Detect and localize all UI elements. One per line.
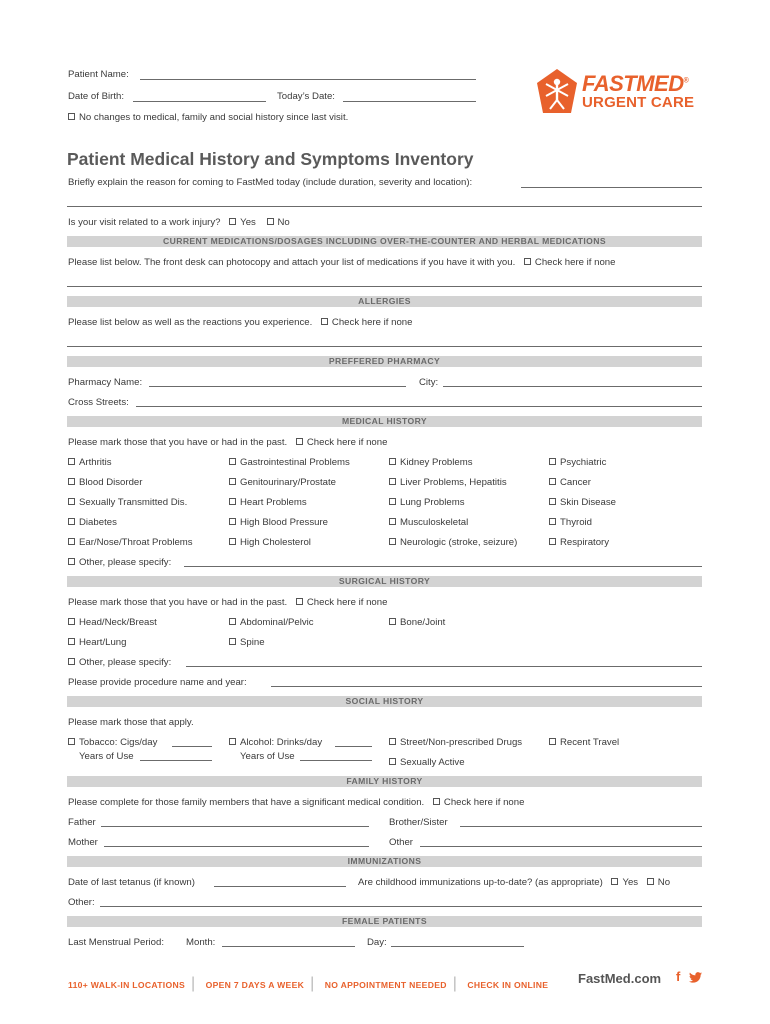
checkbox[interactable]: [68, 538, 75, 545]
family-check-none[interactable]: Check here if none: [433, 797, 525, 808]
medical-condition-option[interactable]: Lung Problems: [389, 497, 465, 508]
checkbox[interactable]: [229, 738, 236, 745]
checkbox[interactable]: [229, 618, 236, 625]
checkbox[interactable]: [229, 638, 236, 645]
checkbox[interactable]: [229, 458, 236, 465]
checkbox[interactable]: [549, 738, 556, 745]
section-header-immunizations: IMMUNIZATIONS: [67, 856, 702, 867]
medical-condition-option[interactable]: Skin Disease: [549, 497, 616, 508]
allergies-instructions: Please list below as well as the reactions you experience. Check here if none: [68, 317, 413, 328]
reason-label: Briefly explain the reason for coming to FastMed today (include duration, severity and location):: [68, 177, 473, 188]
checkbox[interactable]: [389, 518, 396, 525]
medical-condition-option[interactable]: Heart Problems: [229, 497, 307, 508]
allergies-check-none[interactable]: Check here if none: [321, 317, 413, 328]
sibling-field[interactable]: [460, 826, 702, 827]
checkbox[interactable]: [68, 458, 75, 465]
checkbox[interactable]: [296, 438, 303, 445]
medical-condition-option[interactable]: Blood Disorder: [68, 477, 142, 488]
immunizations-other-field[interactable]: [100, 906, 702, 907]
patient-name-label: Patient Name:: [68, 69, 129, 80]
family-instructions: Please complete for those family members that have a significant medical condition. Check here if none: [68, 797, 525, 808]
childhood-immunizations-question: Are childhood immunizations up-to-date? (as appropriate) Yes No: [358, 877, 671, 888]
medical-condition-option[interactable]: Sexually Transmitted Dis.: [68, 497, 187, 508]
checkbox[interactable]: [68, 618, 75, 625]
work-injury-no[interactable]: No: [267, 217, 290, 228]
checkbox[interactable]: [549, 518, 556, 525]
medical-other-field[interactable]: [184, 566, 702, 567]
checkbox[interactable]: [68, 518, 75, 525]
checkbox[interactable]: [68, 658, 75, 665]
medical-check-none[interactable]: Check here if none: [296, 437, 388, 448]
alcohol-drinks-field[interactable]: [335, 746, 372, 747]
medical-condition-option[interactable]: Gastrointestinal Problems: [229, 457, 350, 468]
medical-condition-option[interactable]: Respiratory: [549, 537, 609, 548]
city-field[interactable]: [443, 386, 702, 387]
checkbox[interactable]: [647, 878, 654, 885]
twitter-icon[interactable]: [689, 972, 702, 983]
childhood-yes[interactable]: Yes: [611, 877, 638, 888]
checkbox[interactable]: [68, 113, 75, 120]
alcohol-years-label: Years of Use: [240, 751, 295, 762]
procedure-field[interactable]: [271, 686, 702, 687]
checkbox[interactable]: [229, 218, 236, 225]
checkbox[interactable]: [611, 878, 618, 885]
checkbox[interactable]: [229, 498, 236, 505]
footer-bar: 110+ WALK-IN LOCATIONS | OPEN 7 DAYS A WEEK | NO APPOINTMENT NEEDED | CHECK IN ONLINE: [68, 975, 549, 992]
cross-streets-field[interactable]: [136, 406, 702, 407]
dob-field[interactable]: [133, 101, 266, 102]
lmp-label: Last Menstrual Period:: [68, 937, 164, 948]
checkbox[interactable]: [524, 258, 531, 265]
medical-condition-option[interactable]: Psychiatric: [549, 457, 606, 468]
surgical-area-option[interactable]: Bone/Joint: [389, 617, 445, 628]
checkbox[interactable]: [68, 498, 75, 505]
surgical-check-none[interactable]: Check here if none: [296, 597, 388, 608]
checkbox[interactable]: [549, 478, 556, 485]
surgical-area-option[interactable]: Spine: [229, 637, 265, 648]
surgical-other[interactable]: Other, please specify:: [68, 657, 171, 668]
tobacco-years-field[interactable]: [140, 760, 212, 761]
city-label: City:: [419, 377, 439, 388]
tobacco-years-label: Years of Use: [79, 751, 134, 762]
month-field[interactable]: [222, 946, 355, 947]
family-other-field[interactable]: [420, 846, 702, 847]
fastmed-logo: [537, 69, 707, 115]
dob-label: Date of Birth:: [68, 91, 124, 102]
footer-no-appointment: NO APPOINTMENT NEEDED: [324, 980, 447, 990]
alcohol-option[interactable]: Alcohol: Drinks/day: [229, 737, 322, 748]
checkbox[interactable]: [433, 798, 440, 805]
footer-website[interactable]: FastMed.com: [578, 971, 662, 986]
checkbox[interactable]: [389, 538, 396, 545]
mother-field[interactable]: [104, 846, 369, 847]
sibling-label: Brother/Sister: [389, 817, 448, 828]
logo-fast-text: FASTMED®: [582, 71, 689, 96]
medical-other[interactable]: Other, please specify:: [68, 557, 171, 568]
checkbox[interactable]: [549, 538, 556, 545]
logo-urgent-text: URGENT CARE: [582, 94, 695, 111]
checkbox[interactable]: [549, 498, 556, 505]
section-header-female-patients: FEMALE PATIENTS: [67, 916, 702, 927]
section-header-family-history: FAMILY HISTORY: [67, 776, 702, 787]
checkbox[interactable]: [229, 478, 236, 485]
medical-condition-option[interactable]: Diabetes: [68, 517, 117, 528]
logo-mark-icon: [537, 69, 577, 113]
today-date-field[interactable]: [343, 101, 476, 102]
checkbox[interactable]: [321, 318, 328, 325]
checkbox[interactable]: [267, 218, 274, 225]
procedure-label: Please provide procedure name and year:: [68, 677, 247, 688]
medical-condition-option[interactable]: Thyroid: [549, 517, 592, 528]
allergies-field[interactable]: [67, 346, 702, 347]
medical-condition-option[interactable]: High Cholesterol: [229, 537, 311, 548]
checkbox[interactable]: [389, 758, 396, 765]
medical-instructions: Please mark those that you have or had in the past. Check here if none: [68, 437, 388, 448]
today-date-label: Today’s Date:: [277, 91, 335, 102]
meds-field[interactable]: [67, 286, 702, 287]
reason-field[interactable]: [521, 187, 702, 188]
father-field[interactable]: [101, 826, 369, 827]
section-header-medications: CURRENT MEDICATIONS/DOSAGES INCLUDING OVER-THE-COUNTER AND HERBAL MEDICATIONS: [67, 236, 702, 247]
surgical-other-field[interactable]: [186, 666, 702, 667]
social-instructions: Please mark those that apply.: [68, 717, 194, 728]
tetanus-field[interactable]: [214, 886, 346, 887]
checkbox[interactable]: [389, 618, 396, 625]
footer-locations: 110+ WALK-IN LOCATIONS: [68, 980, 185, 990]
checkbox[interactable]: [68, 638, 75, 645]
day-label: Day:: [367, 937, 387, 948]
checkbox[interactable]: [296, 598, 303, 605]
medical-condition-option[interactable]: Musculoskeletal: [389, 517, 468, 528]
immunizations-other-label: Other:: [68, 897, 95, 908]
childhood-no[interactable]: No: [647, 877, 670, 888]
tetanus-label: Date of last tetanus (if known): [68, 877, 195, 888]
travel-option[interactable]: Recent Travel: [549, 737, 619, 748]
drugs-option[interactable]: Street/Non-prescribed Drugs: [389, 737, 522, 748]
checkbox[interactable]: [389, 478, 396, 485]
page-title: Patient Medical History and Symptoms Inventory: [67, 149, 474, 169]
mother-label: Mother: [68, 837, 98, 848]
section-header-allergies: ALLERGIES: [67, 296, 702, 307]
medical-condition-option[interactable]: Neurologic (stroke, seizure): [389, 537, 517, 548]
alcohol-years-field[interactable]: [300, 760, 372, 761]
section-header-medical-history: MEDICAL HISTORY: [67, 416, 702, 427]
medical-condition-option[interactable]: Arthritis: [68, 457, 112, 468]
surgical-area-option[interactable]: Heart/Lung: [68, 637, 126, 648]
checkbox[interactable]: [229, 538, 236, 545]
checkbox[interactable]: [389, 498, 396, 505]
checkbox[interactable]: [68, 738, 75, 745]
checkbox[interactable]: [68, 478, 75, 485]
month-label: Month:: [186, 937, 216, 948]
surgical-instructions: Please mark those that you have or had in the past. Check here if none: [68, 597, 388, 608]
cross-streets-label: Cross Streets:: [68, 397, 129, 408]
meds-instructions: Please list below. The front desk can photocopy and attach your list of medications if you have it with you. Check here if none: [68, 257, 616, 268]
medical-condition-option[interactable]: Kidney Problems: [389, 457, 473, 468]
section-header-social-history: SOCIAL HISTORY: [67, 696, 702, 707]
facebook-icon[interactable]: f: [676, 969, 681, 984]
tobacco-cigs-field[interactable]: [172, 746, 212, 747]
checkbox[interactable]: [389, 738, 396, 745]
patient-name-field[interactable]: [140, 79, 476, 80]
pharmacy-name-label: Pharmacy Name:: [68, 377, 143, 388]
medical-condition-option[interactable]: High Blood Pressure: [229, 517, 328, 528]
footer-check-in: CHECK IN ONLINE: [467, 980, 549, 990]
checkbox[interactable]: [68, 558, 75, 565]
surgical-area-option[interactable]: Abdominal/Pelvic: [229, 617, 314, 628]
meds-check-none[interactable]: Check here if none: [524, 257, 616, 268]
work-injury-question: Is your visit related to a work injury? Yes No: [68, 217, 290, 228]
pharmacy-name-field[interactable]: [149, 386, 406, 387]
day-field[interactable]: [391, 946, 524, 947]
checkbox[interactable]: [549, 458, 556, 465]
no-changes-checkbox-row[interactable]: No changes to medical, family and social history since last visit.: [68, 112, 348, 123]
family-other-label: Other: [389, 837, 413, 848]
checkbox[interactable]: [389, 458, 396, 465]
medical-condition-option[interactable]: Cancer: [549, 477, 591, 488]
reason-field-line2[interactable]: [67, 206, 702, 207]
medical-condition-option[interactable]: Ear/Nose/Throat Problems: [68, 537, 193, 548]
tobacco-option[interactable]: Tobacco: Cigs/day: [68, 737, 157, 748]
medical-condition-option[interactable]: Liver Problems, Hepatitis: [389, 477, 507, 488]
sexually-active-option[interactable]: Sexually Active: [389, 757, 465, 768]
section-header-pharmacy: PREFFERED PHARMACY: [67, 356, 702, 367]
surgical-area-option[interactable]: Head/Neck/Breast: [68, 617, 157, 628]
medical-condition-option[interactable]: Genitourinary/Prostate: [229, 477, 336, 488]
checkbox[interactable]: [229, 518, 236, 525]
footer-open-days: OPEN 7 DAYS A WEEK: [205, 980, 305, 990]
father-label: Father: [68, 817, 96, 828]
work-injury-yes[interactable]: Yes: [229, 217, 256, 228]
section-header-surgical-history: SURGICAL HISTORY: [67, 576, 702, 587]
